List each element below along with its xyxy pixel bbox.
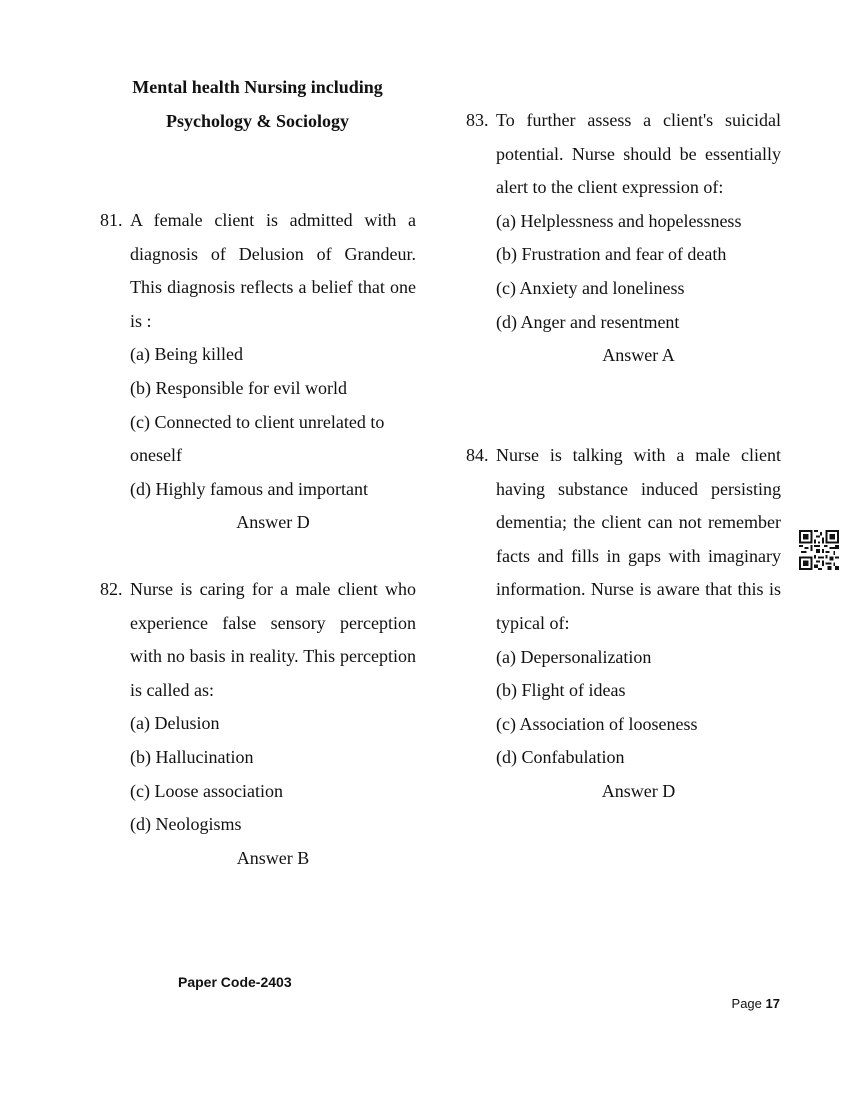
question-text: Nurse is talking with a male client having substance induced persisting dementia; the client can not remember facts and fills in gaps with imaginary information. Nurse is aware that this is typical of: — [496, 445, 781, 633]
option-b: (b) Flight of ideas — [496, 680, 626, 701]
option-b: (b) Responsible for evil world — [130, 377, 347, 398]
option-c: (c) Association of looseness — [496, 713, 698, 734]
question-number: 81. — [100, 210, 123, 230]
section-title-line-1: Mental health Nursing including — [132, 77, 383, 97]
option-a: (a) Helplessness and hopelessness — [496, 210, 742, 231]
option-c: (c) Connected to client unrelated to oneself — [130, 411, 385, 466]
question-text: To further assess a client's suicidal potential. Nurse should be essentially alert to the client expression of: — [496, 110, 781, 198]
option-d: (d) Confabulation — [496, 747, 625, 768]
option-d: (d) Neologisms — [130, 814, 242, 835]
question-81 — [100, 204, 416, 540]
question-text: A female client is admitted with a diagnosis of Delusion of Grandeur. This diagnosis reflects a belief that one is : — [130, 210, 416, 331]
answer: Answer B — [236, 847, 310, 868]
answer: Answer D — [236, 512, 310, 533]
question-number: 83. — [466, 110, 489, 130]
question-number: 82. — [100, 579, 123, 599]
paper-code: Paper Code-2403 — [178, 974, 292, 990]
question-83 — [466, 104, 781, 373]
page-number-value: 17 — [765, 996, 780, 1011]
option-c: (c) Loose association — [130, 780, 283, 801]
answer: Answer D — [601, 780, 676, 801]
question-84 — [466, 439, 781, 809]
option-b: (b) Frustration and fear of death — [496, 244, 727, 265]
page-number — [732, 996, 780, 1011]
option-b: (b) Hallucination — [130, 746, 254, 767]
question-text: Nurse is caring for a male client who experience false sensory perception with no basis in reality. This perception is called as: — [130, 579, 416, 700]
option-a: (a) Being killed — [130, 344, 243, 365]
option-a: (a) Depersonalization — [496, 646, 652, 667]
answer: Answer A — [602, 345, 675, 366]
question-82 — [100, 573, 416, 875]
page-label: Page — [731, 996, 762, 1011]
question-number: 84. — [466, 445, 489, 465]
section-title-line-2: Psychology & Sociology — [166, 111, 349, 131]
option-c: (c) Anxiety and loneliness — [496, 277, 685, 298]
option-d: (d) Anger and resentment — [496, 311, 680, 332]
option-a: (a) Delusion — [130, 713, 220, 734]
option-d: (d) Highly famous and important — [130, 478, 368, 499]
qr-code-icon — [799, 530, 839, 570]
